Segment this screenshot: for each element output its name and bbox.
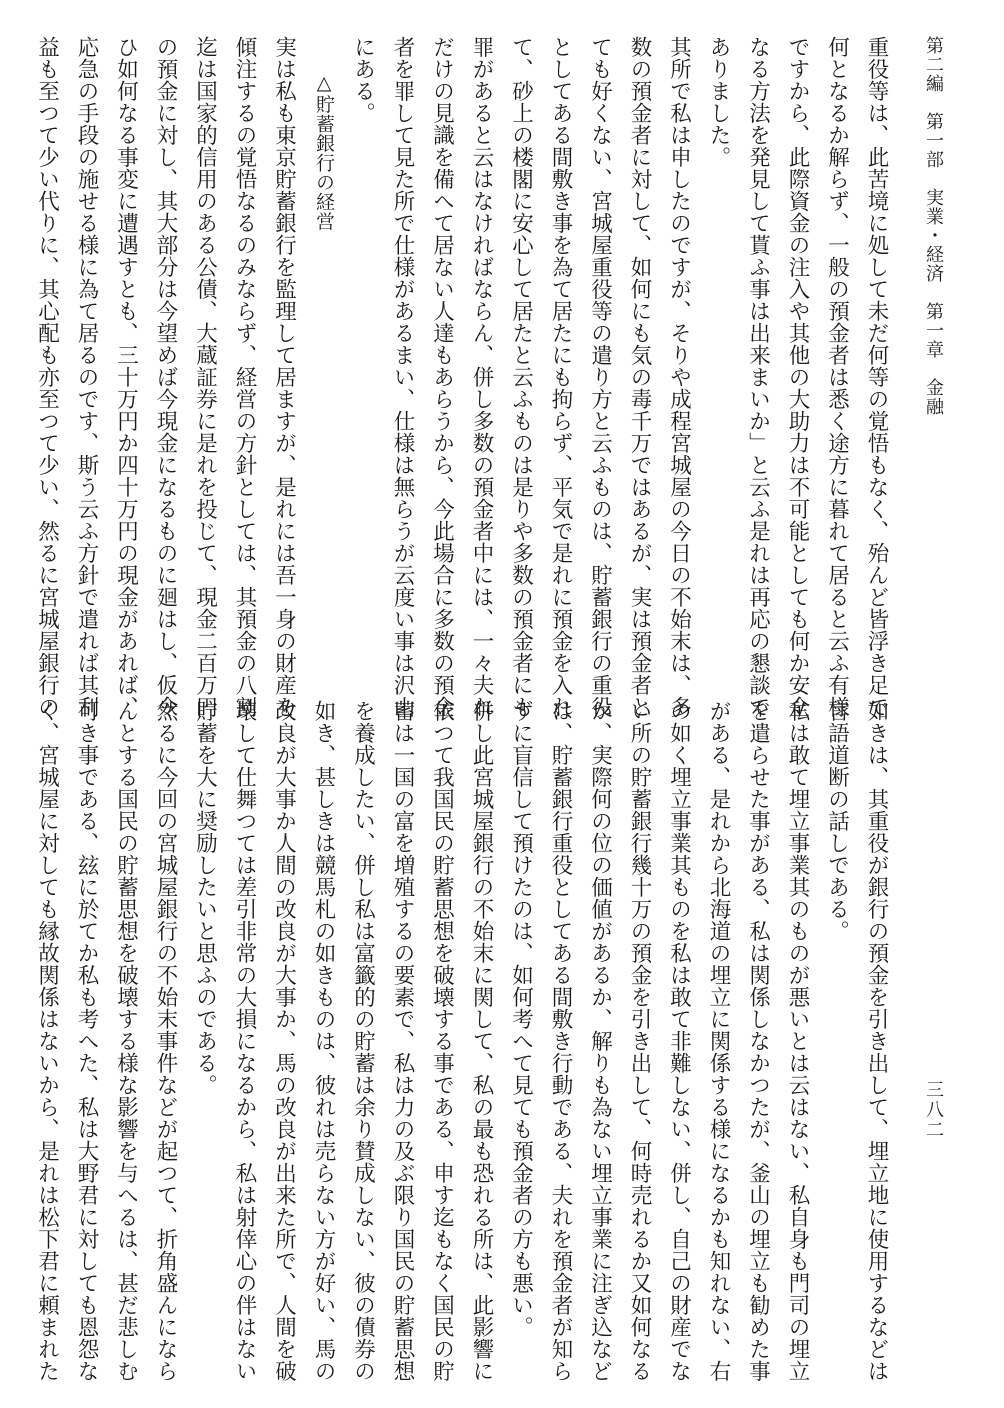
text-line: の如く埋立事業其ものを私は敢て非難しない、併し、自己の財産でな [666, 700, 692, 1382]
text-line: 蓄は一国の富を増殖するの要素で、私は力の及ぶ限り国民の貯蓄思想 [390, 700, 415, 1382]
text-line: ありました。 [706, 36, 731, 168]
text-line: 依つて我国民の貯蓄思想を破壊する事である、申す迄もなく国民の貯 [429, 700, 455, 1382]
text-line: は、貯蓄銀行重役としてある間敷き行動である、夫れを預金者が知ら [548, 700, 573, 1382]
text-line: て、砂上の楼閣に安心して居たと云ふものは是りや多数の預金者にも [508, 36, 534, 718]
text-line: 改良が大事か人間の改良が大事か、馬の改良が出来た所で、人間を破 [271, 700, 297, 1382]
text-line: 貯蓄を大に奨励したいと思ふのである。 [192, 700, 218, 1096]
text-line: んとする国民の貯蓄思想を破壊する様な影響を与へるは、甚だ悲しむ [113, 700, 139, 1382]
lower-text-block [27, 700, 896, 1382]
text-line: 其所で私は申したのですが、そりや成程宮城屋の今日の不始末は、多 [666, 36, 692, 718]
text-line: く、宮城屋に対しても縁故関係はないから、是れは松下君に頼まれた [34, 700, 60, 1382]
section-heading: △貯蓄銀行の経営 [313, 72, 335, 231]
text-line: 如き、甚しきは競馬札の如きものは、彼れは売らない方が好い、馬の [311, 700, 336, 1382]
text-line: 益も至つて少い代りに、其心配も亦至つて少い、然るに宮城屋銀行の [34, 36, 60, 718]
text-line: 然るに今回の宮城屋銀行の不始末事件などが起つて、折角盛んになら [153, 700, 178, 1382]
text-line: ずに盲信して預けたのは、如何考へて見ても預金者の方も悪い。 [508, 700, 534, 1338]
text-line: ひ如何なる事変に遭遇すとも、三十万円か四十万円の現金があれば、 [113, 36, 139, 718]
text-line: 罪があると云はなければならん、併し多数の預金者中には、一々夫れ [469, 36, 494, 718]
text-line: 応急の手段の施せる様に為て居るのです、斯う云ふ方針で遣れば其利 [74, 36, 99, 718]
text-line: としてある間敷き事を為て居たにも拘らず、平気で是れに預金を入れ [548, 36, 573, 718]
text-line: 何となるか解らず、一般の預金者は悉く途方に暮れて居ると云ふ有様 [824, 36, 850, 718]
text-line: 実は私も東京貯蓄銀行を監理して居ますが、是れには吾一身の財産を [271, 36, 297, 718]
page-number: 三八二 [923, 1080, 944, 1140]
text-line: 重役等は、此苦境に処して未だ何等の覚悟もなく、殆んど皆浮き足で [864, 36, 889, 718]
upper-text-block [27, 36, 896, 718]
text-line: の預金に対し、其大部分は今望めば今現金になるものに廻はし、仮令 [153, 36, 178, 718]
text-line: ですから、此際資金の注入や其他の大助力は不可能としても何か安全 [785, 36, 810, 718]
text-line: にある。 [350, 36, 376, 124]
text-line: ても好くない、宮城屋重役等の遣り方と云ふものは、貯蓄銀行の重役 [587, 36, 613, 718]
text-line: 言語道断の話しである。 [824, 700, 850, 942]
running-head: 第二編 第一部 実業・経済 第一章 金融 [923, 36, 944, 416]
text-line: を養成したい、併し私は富籤的の貯蓄は余り賛成しない、彼の債券の [350, 700, 376, 1382]
text-line: なる方法を発見して貰ふ事は出来まいか」と云ふ是れは再応の懇談で [745, 36, 771, 718]
text-line: 私は敢て埋立事業其のものが悪いとは云はない、私自身も門司の埋立 [785, 700, 810, 1382]
text-line: か、実際何の位の価値があるか、解りも為ない埋立事業に注ぎ込など [587, 700, 613, 1382]
text-line: がある、是れから北海道の埋立に関係する様になるかも知れない、右 [706, 700, 731, 1382]
text-line: 迄は国家的信用のある公債、大蔵証券に是れを投じて、現金二百万円 [192, 36, 218, 718]
text-line: 傾注するの覚悟なるのみならず、経営の方針としては、其預金の八割 [232, 36, 257, 718]
text-line: 数の預金者に対して、如何にも気の毒千万ではあるが、実は預金者と [627, 36, 652, 718]
text-line: を遣らせた事がある、私は関係しなかつたが、釜山の埋立も勧めた事 [745, 700, 771, 1382]
text-line: 可き事である、玆に於てか私も考へた、私は大野君に対しても恩怨な [74, 700, 99, 1382]
text-line: 併し此宮城屋銀行の不始末に関して、私の最も恐れる所は、此影響に [469, 700, 494, 1382]
text-line: 壊して仕舞つては差引非常の大損になるから、私は射倖心の伴はない [232, 700, 257, 1382]
text-line: だけの見識を備へて居ない人達もあらうから、今此場合に多数の預金 [429, 36, 455, 718]
text-line: 者を罪して見た所で仕様があるまい、仕様は無らうが云度い事は沢山 [390, 36, 415, 718]
text-line: 如きは、其重役が銀行の預金を引き出して、埋立地に使用するなどは [864, 700, 889, 1382]
text-line: い所の貯蓄銀行幾十万の預金を引き出して、何時売れるか又如何なる [627, 700, 652, 1382]
